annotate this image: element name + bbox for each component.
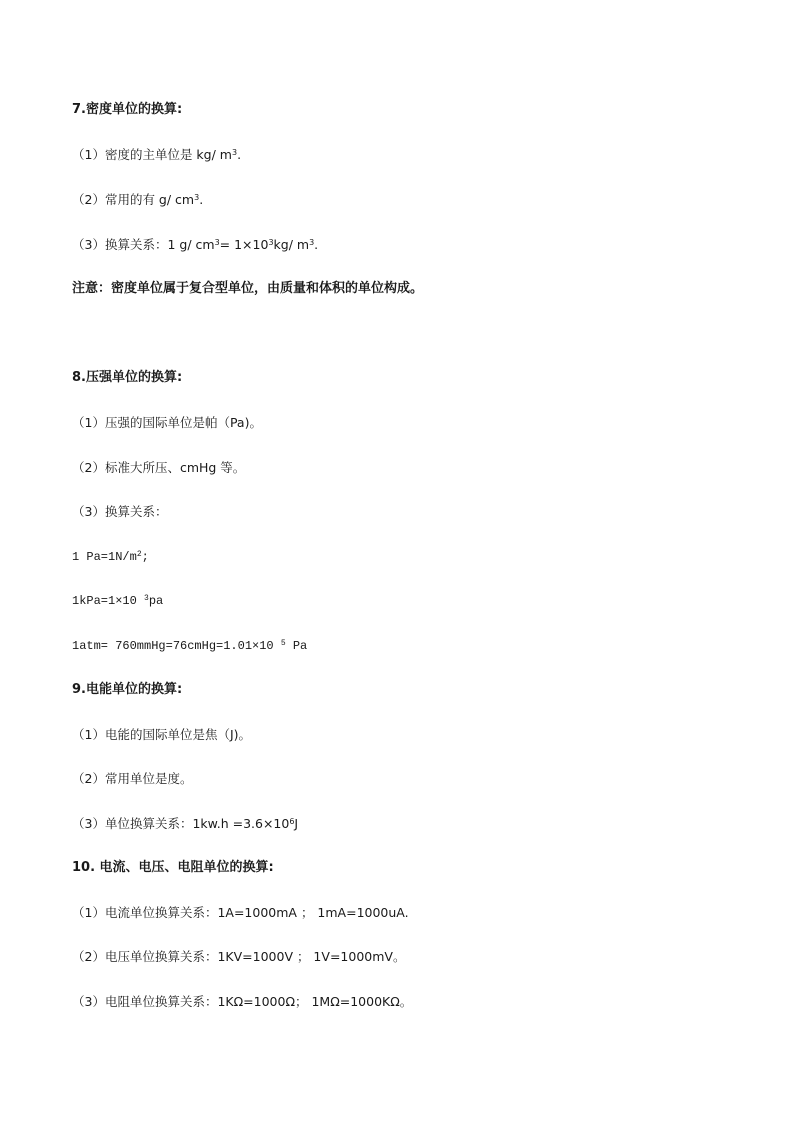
energy-item-3-end: J <box>294 816 299 831</box>
energy-item-2: （2）常用单位是度。 <box>72 771 193 786</box>
density-note: 注意：密度单位属于复合型单位，由质量和体积的单位构成。 <box>72 281 424 296</box>
density-item-2-sup: 3 <box>194 193 200 202</box>
section-heading-energy: 9.电能单位的换算: <box>72 682 183 697</box>
pressure-formula-2-end: pa <box>148 594 164 608</box>
pressure-formula-2-text: 1kPa=1×10 <box>72 594 145 608</box>
energy-item-1: （1）电能的国际单位是焦（J)。 <box>72 727 252 742</box>
electric-item-3: （3）电阻单位换算关系：1KΩ=1000Ω； 1MΩ=1000KΩ。 <box>72 994 413 1009</box>
electric-item-1: （1）电流单位换算关系：1A=1000mA ； 1mA=1000uA. <box>72 905 409 920</box>
pressure-item-2: （2）标准大所压、cmHg 等。 <box>72 460 246 475</box>
density-item-1-sup: 3 <box>231 148 238 157</box>
energy-item-3-text: （3）单位换算关系：1kw.h =3.6×10 <box>72 816 290 831</box>
pressure-formula-2 <box>72 593 163 609</box>
pressure-formula-3 <box>72 638 307 654</box>
density-item-1 <box>72 147 241 163</box>
pressure-formula-3-end: Pa <box>285 639 308 653</box>
pressure-formula-1-text: 1 Pa=1N/m <box>72 550 137 564</box>
energy-item-3 <box>72 816 298 832</box>
density-item-2-end: . <box>199 192 204 207</box>
pressure-item-3: （3）换算关系： <box>72 504 168 519</box>
density-item-3-end: . <box>314 237 319 252</box>
density-item-3-unit: kg/ m <box>273 237 310 252</box>
energy-item-3-sup: 6 <box>289 817 295 826</box>
density-item-1-end: . <box>237 147 242 162</box>
density-item-2 <box>72 192 203 208</box>
electric-item-2: （2）电压单位换算关系：1KV=1000V ； 1V=1000mV。 <box>72 949 406 964</box>
pressure-item-1: （1）压强的国际单位是帕（Pa)。 <box>72 415 262 430</box>
density-item-1-text: （1）密度的主单位是 kg/ m <box>72 147 232 162</box>
section-heading-electric: 10. 电流、电压、电阻单位的换算: <box>72 860 274 875</box>
density-item-2-text: （2）常用的有 g/ cm <box>72 192 195 207</box>
density-item-3-text: （3）换算关系：1 g/ cm <box>72 237 215 252</box>
density-item-3-sup-3: 3 <box>309 238 315 247</box>
section-heading-pressure: 8.压强单位的换算: <box>72 370 183 385</box>
density-item-3 <box>72 237 318 253</box>
pressure-formula-3-text: 1atm= 760mmHg=76cmHg=1.01×10 <box>72 639 281 653</box>
pressure-formula-3-sup: 5 <box>280 639 286 648</box>
section-heading-density: 7.密度单位的换算: <box>72 102 183 117</box>
pressure-formula-1 <box>72 549 149 565</box>
pressure-formula-2-sup: 3 <box>144 594 149 603</box>
pressure-formula-1-end: ; <box>141 550 149 564</box>
density-item-3-mid: = 1×10 <box>219 237 269 252</box>
density-item-3-sup-2: 3 <box>268 238 274 247</box>
pressure-formula-1-sup: 2 <box>136 550 142 559</box>
density-item-3-sup-1: 3 <box>214 238 220 247</box>
